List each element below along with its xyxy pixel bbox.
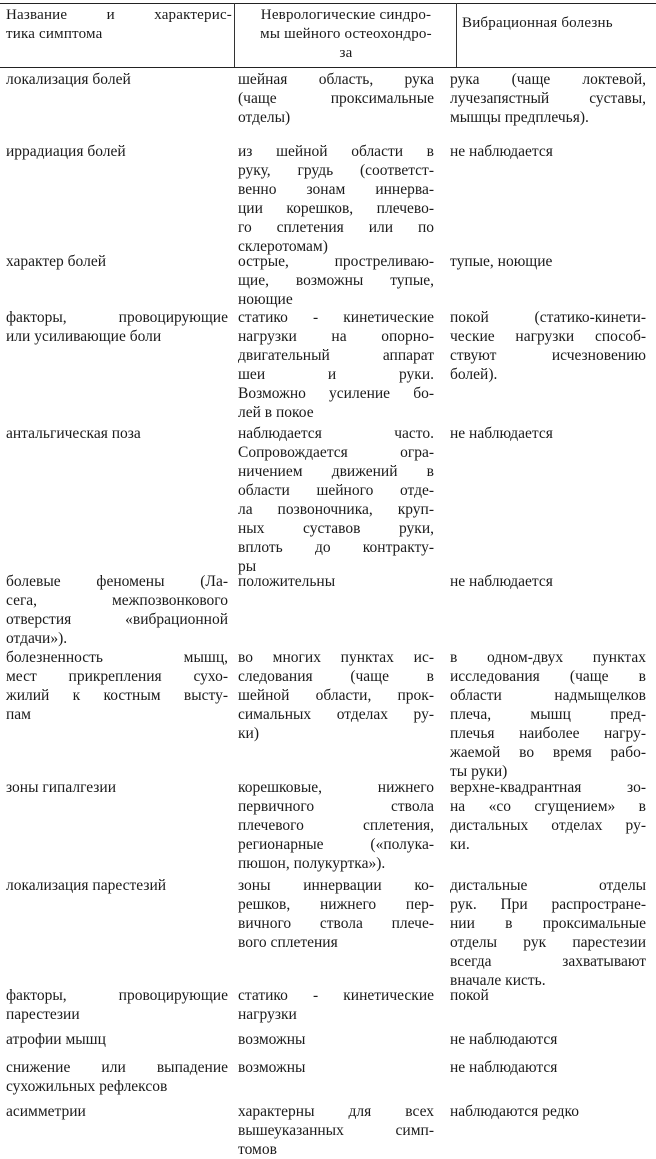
cell-line: отделы рук парестезии [450,934,646,951]
cell-line: покой [450,987,489,1004]
cell-line: сега, межпозвонкового [6,592,228,609]
neuro-cell [238,1058,434,1077]
cell-line: во многих пунктах ис- [238,649,434,666]
neuro-cell [238,252,434,309]
cell-line: ки. [450,836,470,853]
cell-line: зоны гипалгезии [6,779,116,796]
header-col-symptom [6,6,232,44]
cell-line: не наблюдаются [450,1031,558,1048]
neuro-cell [238,1030,434,1049]
neuro-cell [238,986,434,1024]
vibration-cell [450,70,646,127]
cell-line: щие, возможны тупые, [238,272,434,289]
cell-line: в одном-двух пунктах [450,649,646,666]
cell-line: мышцы предплечья). [450,109,589,126]
vibration-cell [450,572,646,591]
neuro-cell [238,142,434,256]
cell-line: венно зонам иннерва- [238,181,434,198]
cell-line: снижение или выпадение [6,1059,228,1076]
cell-line: наблюдаются редко [450,1103,579,1120]
cell-line: Сопровождается огра- [238,444,434,461]
symptom-cell [6,986,228,1024]
cell-line: факторы, провоцирующие [6,987,228,1004]
cell-line: двигательный аппарат [238,347,434,364]
cell-line: локализация парестезий [6,877,167,894]
vibration-cell [450,648,646,781]
cell-line: вичного ствола плече- [238,915,434,932]
cell-line: не наблюдается [450,425,553,442]
symptom-cell [6,1102,228,1121]
cell-line: отверстия «вибрационной [6,611,228,628]
header-line: за [339,45,353,61]
cell-line: ствуют исчезновению [450,347,646,364]
cell-line: ческие нагрузки способ- [450,328,646,345]
cell-line: руку, грудь (соответст- [238,162,434,179]
header-divider-1 [234,3,235,67]
vibration-cell [450,1102,646,1121]
cell-line: плечевого сплетения, [238,817,434,834]
cell-line: характерны для всех [238,1103,434,1120]
cell-line: первичного ствола [238,798,434,815]
cell-line: острые, простреливаю- [238,253,434,270]
cell-line: пам [6,706,31,723]
neuro-cell [238,778,434,873]
cell-line: ки) [238,725,259,742]
cell-line: исследования (чаще в [450,668,646,685]
cell-line: вплоть до контракту- [238,539,434,556]
cell-line: ты руки) [450,763,508,780]
symptom-cell [6,778,228,797]
cell-line: покой (статико-кинети- [450,309,646,326]
header-col-vibration [462,14,656,33]
cell-line: статико - кинетические [238,987,434,1004]
symptom-cell [6,252,228,271]
cell-line: антальгическая поза [6,425,141,442]
cell-line: вого сплетения [238,934,338,951]
cell-line: жилий к костным высту- [6,687,228,704]
cell-line: плеча, мышц пред- [450,706,646,723]
cell-line: асимметрии [6,1103,86,1120]
cell-line: верхне-квадрантная зо- [450,779,646,796]
vibration-cell [450,424,646,443]
symptom-cell [6,572,228,648]
cell-line: ции корешков, плечево- [238,200,434,217]
header-line: тика симптома [6,26,103,42]
neuro-cell [238,876,434,952]
cell-line: дистальные отделы [450,877,646,894]
cell-line: ных суставов руки, [238,520,434,537]
symptom-cell [6,876,228,895]
symptom-cell [6,1030,228,1049]
symptom-cell [6,424,228,443]
cell-line: Возможно усиление бо- [238,385,434,402]
symptom-cell [6,308,228,346]
cell-line: ры [238,558,257,575]
cell-line: не наблюдаются [450,1059,558,1076]
cell-line: плечья наиболее нагру- [450,725,646,742]
neuro-cell [238,648,434,743]
header-line: Неврологические синдро- [260,7,432,23]
cell-line: области шейного отде- [238,482,434,499]
cell-line: симальных отделах ру- [238,706,434,723]
cell-line: нии в проксимальные [450,915,646,932]
cell-line: или усиливающие боли [6,328,162,345]
cell-line: корешковые, нижнего [238,779,434,796]
symptom-cell [6,142,228,161]
cell-line: жаемой во время рабо- [450,744,646,761]
cell-line: регионарные («полука- [238,836,434,853]
symptom-cell [6,1058,228,1096]
cell-line: дистальных отделах ру- [450,817,646,834]
cell-line: томов [238,1141,277,1158]
cell-line: вышеуказанных симп- [238,1122,434,1139]
cell-line: рук. При распростране- [450,896,646,913]
cell-line: на «со сгущением» в [450,798,646,815]
vibration-cell [450,142,646,161]
cell-line: из шейной области в [238,143,434,160]
cell-line: сухожильных рефлексов [6,1078,168,1095]
cell-line: шейной области, прок- [238,687,434,704]
cell-line: возможны [238,1031,306,1048]
vibration-cell [450,308,646,384]
cell-line: нагрузки [238,1006,297,1023]
cell-line: го сплетения или по [238,219,434,236]
header-bottom-rule [0,67,656,68]
cell-line: рука (чаще локтевой, [450,71,646,88]
neuro-cell [238,308,434,422]
vibration-cell [450,876,646,990]
cell-line: ничением движений в [238,463,434,480]
neuro-cell [238,572,434,591]
cell-line: ла позвоночника, круп- [238,501,434,518]
cell-line: лучезапястный суставы, [450,90,646,107]
cell-line: (чаще проксимальные [238,90,434,107]
vibration-cell [450,778,646,854]
cell-line: решков, нижнего пер- [238,896,434,913]
cell-line: следования (чаще в [238,668,434,685]
header-line: Название и характерис- [6,7,232,23]
cell-line: шеи и руки. [238,366,434,383]
cell-line: характер болей [6,253,107,270]
cell-line: всегда захватывают [450,953,646,970]
symptom-cell [6,648,228,724]
cell-line: вначале кисть. [450,972,546,989]
cell-line: статико - кинетические [238,309,434,326]
table-top-rule [0,3,656,4]
cell-line: тупые, ноющие [450,253,553,270]
cell-line: болей). [450,366,498,383]
header-line: Вибрационная болезнь [462,15,613,31]
symptom-cell [6,70,228,89]
header-col-neuro [240,6,452,63]
cell-line: положительны [238,573,336,590]
header-line: мы шейного остеохондро- [260,26,432,42]
cell-line: нагрузки на опорно- [238,328,434,345]
cell-line: парестезии [6,1006,80,1023]
cell-line: атрофии мышц [6,1031,106,1048]
cell-line: ноющие [238,291,293,308]
cell-line: отдачи»). [6,630,68,647]
cell-line: факторы, провоцирующие [6,309,228,326]
cell-line: болезненность мышц, [6,649,228,666]
vibration-cell [450,1030,646,1049]
cell-line: иррадиация болей [6,143,126,160]
neuro-cell [238,1102,434,1159]
cell-line: мест прикрепления сухо- [6,668,228,685]
cell-line: лей в покое [238,404,314,421]
cell-line: отделы) [238,109,291,126]
cell-line: наблюдается часто. [238,425,434,442]
cell-line: болевые феномены (Ла- [6,573,228,590]
cell-line: шейная область, рука [238,71,434,88]
neuro-cell [238,424,434,576]
neuro-cell [238,70,434,127]
cell-line: пюшон, полукуртка»). [238,855,386,872]
header-divider-2 [456,3,457,67]
cell-line: зоны иннервации ко- [238,877,434,894]
cell-line: области надмыщелков [450,687,646,704]
cell-line: локализация болей [6,71,131,88]
cell-line: не наблюдается [450,143,553,160]
vibration-cell [450,252,646,271]
vibration-cell [450,1058,646,1077]
vibration-cell [450,986,646,1005]
cell-line: склеротомам) [238,238,328,255]
cell-line: не наблюдается [450,573,553,590]
cell-line: возможны [238,1059,306,1076]
